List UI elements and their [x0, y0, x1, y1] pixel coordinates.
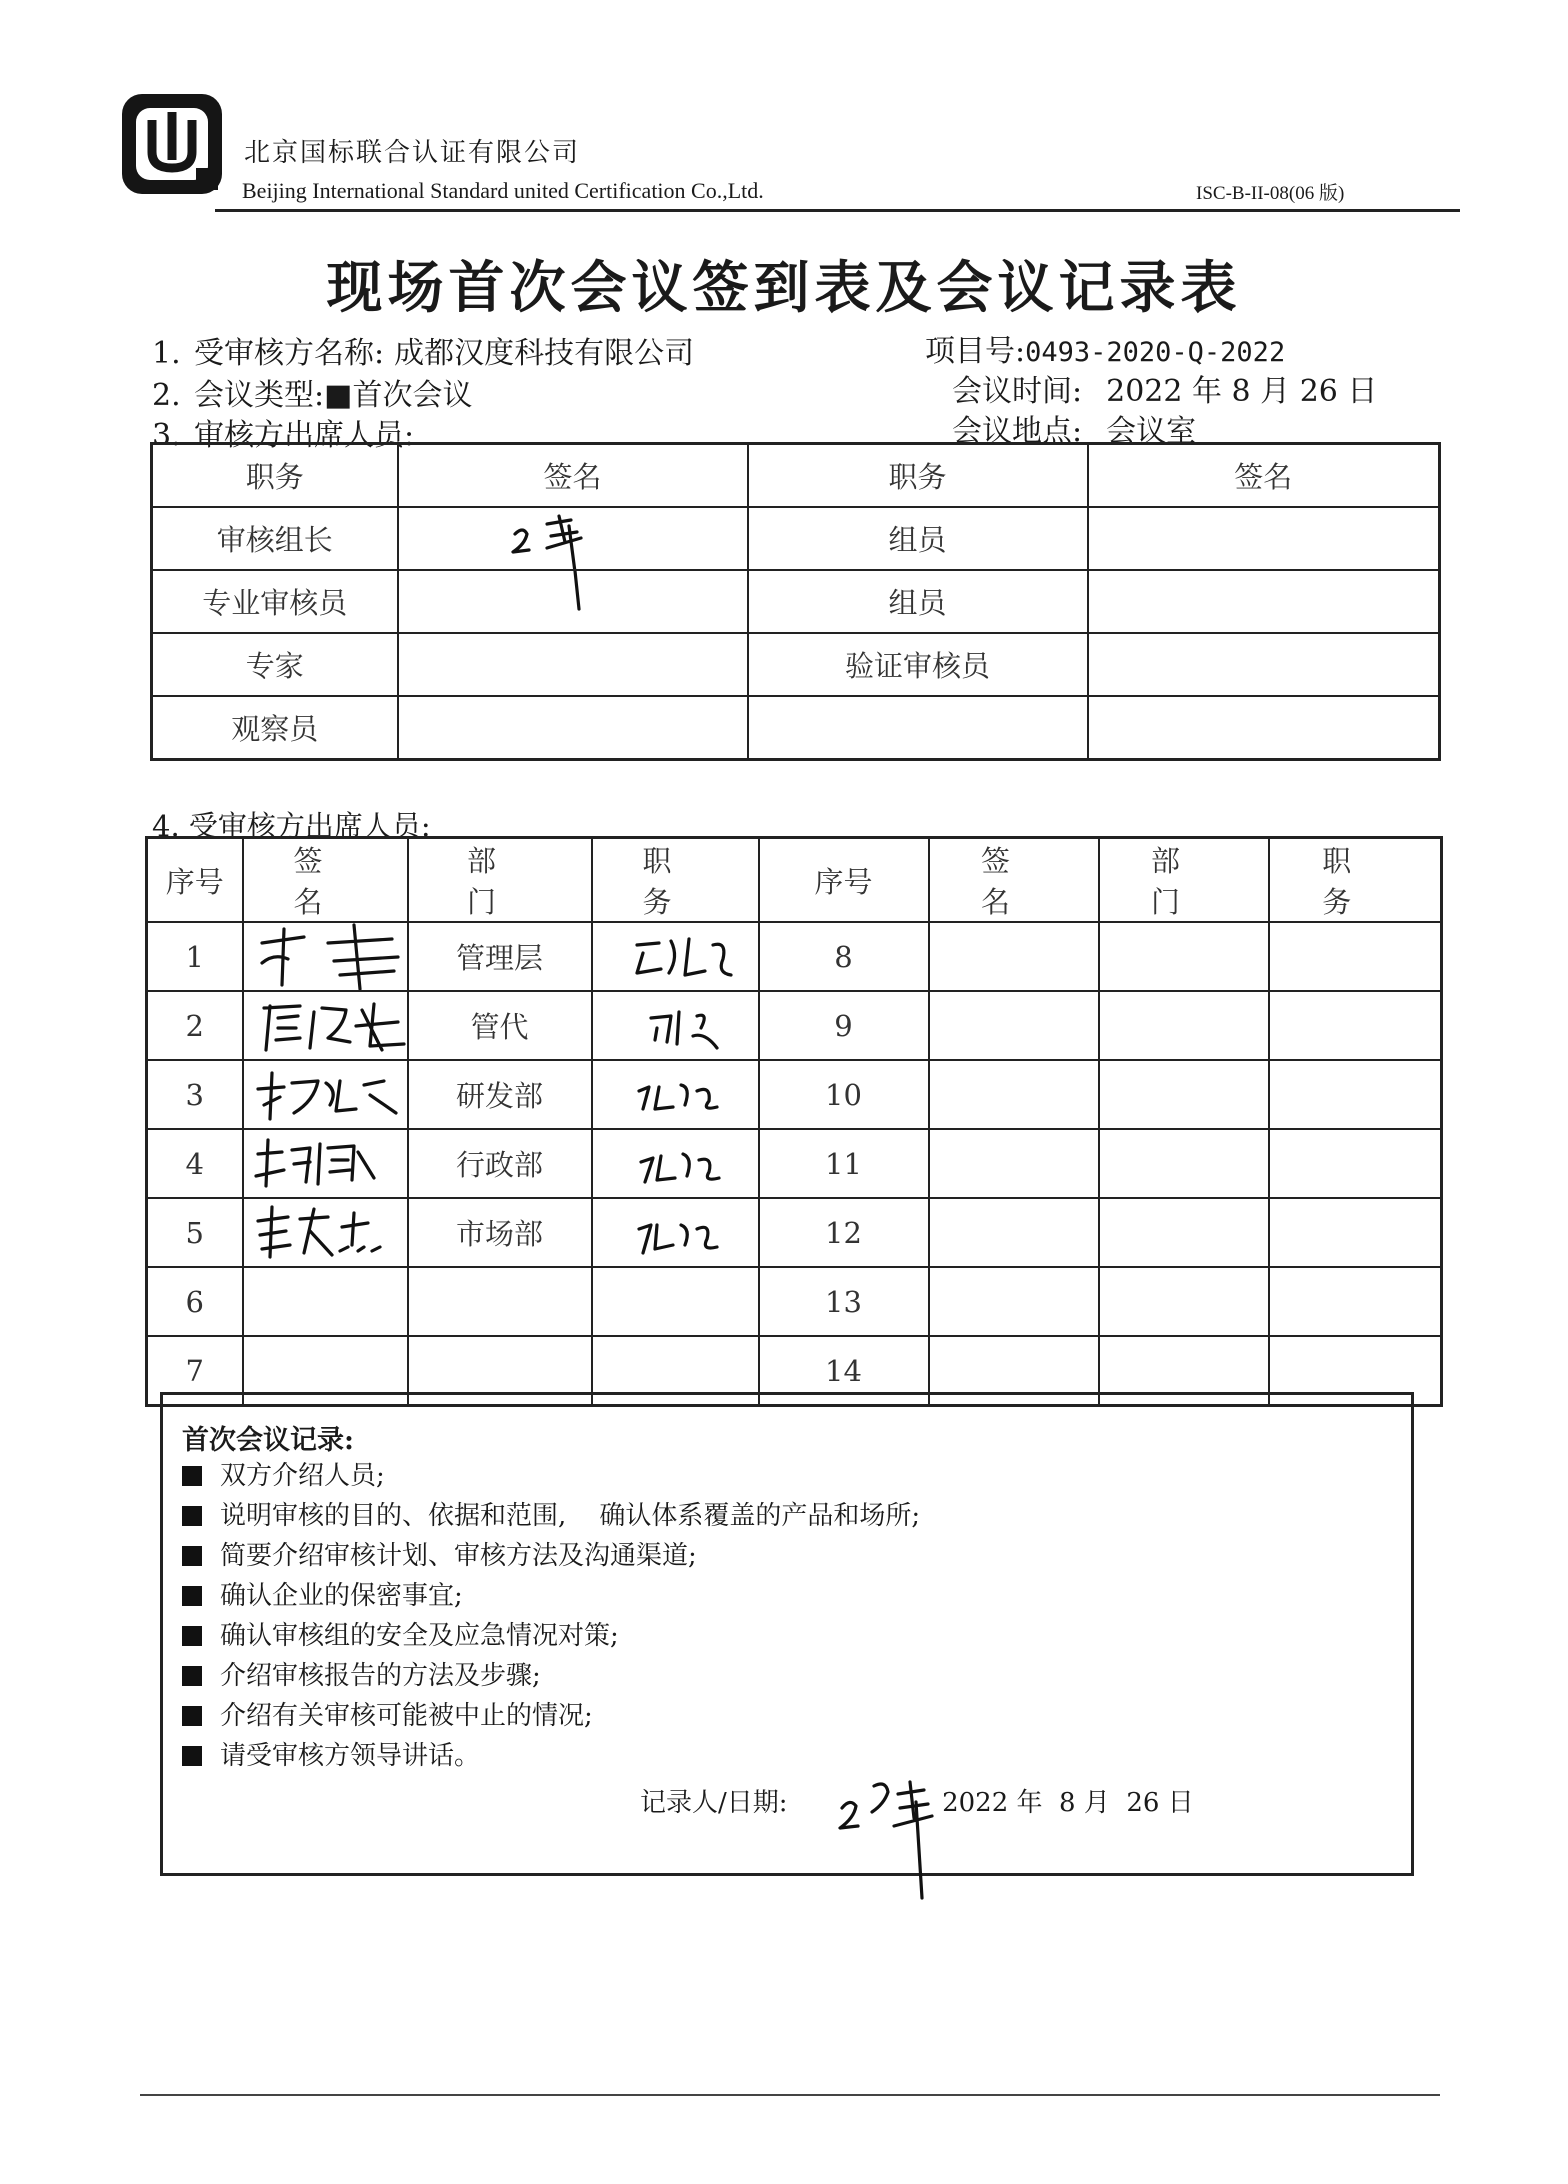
- signature-field[interactable]: [243, 991, 408, 1060]
- header-number: 序号: [147, 838, 243, 923]
- list-item-text: 介绍有关审核可能被中止的情况;: [220, 1701, 593, 1731]
- meeting-type-label: 会议类型:: [194, 378, 325, 413]
- header-position: 职务: [748, 444, 1088, 508]
- header-divider: [215, 209, 1460, 212]
- signature-field[interactable]: [929, 1060, 1099, 1129]
- square-bullet-icon: [182, 1546, 202, 1566]
- square-bullet-icon: [182, 1506, 202, 1526]
- table-row: [152, 696, 1440, 760]
- meeting-place-label: 会议地点:: [952, 414, 1083, 449]
- list-item-text: 双方介绍人员;: [220, 1461, 385, 1491]
- item-number: 2.: [152, 378, 181, 413]
- list-item: [182, 1736, 920, 1776]
- position-cell: [1269, 991, 1442, 1060]
- row-number: 10: [759, 1060, 929, 1129]
- square-bullet-icon: [182, 1586, 202, 1606]
- signature-field[interactable]: [929, 1198, 1099, 1267]
- position-cell: [1269, 1129, 1442, 1198]
- department-cell: 研发部: [408, 1060, 592, 1129]
- table-header-row: [152, 444, 1440, 508]
- signature-field[interactable]: [929, 991, 1099, 1060]
- list-item: [182, 1656, 920, 1696]
- meeting-type-value: ■首次会议: [324, 378, 473, 413]
- row-number: 11: [759, 1129, 929, 1198]
- table-header-row: [147, 838, 1442, 923]
- signature-field[interactable]: [929, 1129, 1099, 1198]
- signature-field[interactable]: [1088, 570, 1440, 633]
- role-cell: 观察员: [152, 696, 398, 760]
- signature-field[interactable]: [398, 633, 748, 696]
- list-item: [182, 1536, 920, 1576]
- auditee-name-value: 成都汉度科技有限公司: [394, 336, 695, 371]
- department-cell: 行政部: [408, 1129, 592, 1198]
- header-department: [408, 838, 592, 923]
- signature-field[interactable]: [929, 1267, 1099, 1336]
- meeting-record-title: 首次会议记录:: [182, 1425, 354, 1456]
- project-number-label: 项目号:: [925, 334, 1026, 369]
- auditee-name-label: 受审核方名称:: [194, 336, 385, 371]
- footer-divider: [140, 2094, 1440, 2096]
- handwritten-signature: [244, 1199, 408, 1266]
- meeting-place-value: 会议室: [1106, 414, 1197, 449]
- position-cell: [1269, 1060, 1442, 1129]
- list-item-text: 请受审核方领导讲话。: [220, 1741, 481, 1771]
- auditee-attendance-table: [145, 836, 1443, 1407]
- header-position: 职务: [152, 444, 398, 508]
- list-item-text: 介绍审核报告的方法及步骤;: [220, 1661, 541, 1691]
- table-row: [152, 633, 1440, 696]
- department-cell: [1099, 1198, 1269, 1267]
- organization-name-cn: 北京国标联合认证有限公司: [244, 138, 581, 168]
- row-number: 3: [147, 1060, 243, 1129]
- signature-stroke-continuation: [399, 571, 748, 631]
- row-number: 7: [147, 1336, 243, 1406]
- signature-field[interactable]: [243, 1198, 408, 1267]
- header-position: [592, 838, 759, 923]
- list-item: [182, 1616, 920, 1656]
- list-item: [182, 1456, 920, 1496]
- header-position-text: 职务: [1322, 844, 1418, 919]
- position-handwritten: [592, 922, 759, 991]
- auditee-attendees-label: 4. 受审核方出席人员:: [152, 809, 431, 843]
- signature-field[interactable]: [398, 570, 748, 633]
- handwritten-signature: [244, 1130, 408, 1197]
- handwritten-signature: [244, 992, 408, 1059]
- list-item-text: 确认审核组的安全及应急情况对策;: [220, 1621, 619, 1651]
- table-row: [152, 507, 1440, 570]
- signature-field[interactable]: [243, 1129, 408, 1198]
- signature-field[interactable]: [1088, 696, 1440, 760]
- list-item-text: 说明审核的目的、依据和范围, 确认体系覆盖的产品和场所;: [220, 1501, 921, 1531]
- auditor-attendance-table: [150, 442, 1441, 761]
- item-number: 1.: [152, 336, 181, 371]
- row-number: 6: [147, 1267, 243, 1336]
- square-bullet-icon: [182, 1706, 202, 1726]
- list-item-text: 确认企业的保密事宜;: [220, 1581, 463, 1611]
- department-cell: [1099, 922, 1269, 991]
- header-signature-text: 签名: [980, 844, 1076, 919]
- header-signature: [929, 838, 1099, 923]
- handwritten-position: [593, 923, 759, 990]
- signature-field[interactable]: [929, 922, 1099, 991]
- position-handwritten: [592, 1060, 759, 1129]
- table-row: [147, 1060, 1442, 1129]
- department-cell: 市场部: [408, 1198, 592, 1267]
- role-cell: 组员: [748, 570, 1088, 633]
- table-row: [147, 1198, 1442, 1267]
- department-cell: 管理层: [408, 922, 592, 991]
- position-cell: [1269, 1198, 1442, 1267]
- project-number-value: 0493-2020-Q-2022: [1025, 337, 1286, 368]
- role-cell: 专业审核员: [152, 570, 398, 633]
- header-department: [1099, 838, 1269, 923]
- list-item-text: 简要介绍审核计划、审核方法及沟通渠道;: [220, 1541, 697, 1571]
- organization-name-en: Beijing International Standard united Certification Co.,Ltd.: [242, 178, 764, 203]
- row-number: 5: [147, 1198, 243, 1267]
- role-cell: [748, 696, 1088, 760]
- role-cell: 审核组长: [152, 507, 398, 570]
- recorder-date: 2022 年 8 月 26 日: [942, 1788, 1194, 1818]
- header-signature: [243, 838, 408, 923]
- position-cell: [592, 1267, 759, 1336]
- handwritten-position: [593, 1061, 759, 1128]
- header-number: 序号: [759, 838, 929, 923]
- header-position-text: 职务: [642, 844, 738, 919]
- row-number: 1: [147, 922, 243, 991]
- header-department-text: 部门: [466, 844, 562, 919]
- signature-field[interactable]: [243, 922, 408, 991]
- table-row: [147, 922, 1442, 991]
- row-number: 2: [147, 991, 243, 1060]
- item-number: 3.: [152, 418, 181, 453]
- row-number: 4: [147, 1129, 243, 1198]
- document-title: 现场首次会议签到表及会议记录表: [326, 255, 1242, 321]
- row-number: 13: [759, 1267, 929, 1336]
- auditee-name-line: [152, 328, 694, 372]
- meeting-time-label: 会议时间:: [952, 374, 1083, 409]
- row-number: 8: [759, 922, 929, 991]
- handwritten-signature: [244, 923, 408, 990]
- square-bullet-icon: [182, 1626, 202, 1646]
- header-department-text: 部门: [1150, 844, 1246, 919]
- square-bullet-icon: [182, 1746, 202, 1766]
- list-item: [182, 1576, 920, 1616]
- department-cell: [1099, 991, 1269, 1060]
- header-signature: 签名: [398, 444, 748, 508]
- row-number: 12: [759, 1198, 929, 1267]
- project-number-line: [925, 326, 1285, 370]
- department-cell: [1099, 1129, 1269, 1198]
- handwritten-position: [593, 992, 759, 1059]
- header-signature-text: 签名: [293, 844, 371, 919]
- header-position: [1269, 838, 1442, 923]
- role-cell: 组员: [748, 507, 1088, 570]
- signature-field[interactable]: [1088, 507, 1440, 570]
- meeting-time-line: [952, 366, 1377, 410]
- handwritten-position: [593, 1130, 759, 1197]
- meeting-type-line: [152, 370, 472, 414]
- list-item: [182, 1496, 920, 1536]
- handwritten-position: [593, 1199, 759, 1266]
- signature-field[interactable]: [1088, 633, 1440, 696]
- table-row: [147, 991, 1442, 1060]
- header-signature: 签名: [1088, 444, 1440, 508]
- row-number: 14: [759, 1336, 929, 1406]
- department-cell: [1099, 1060, 1269, 1129]
- auditor-attendees-label: 审核方出席人员:: [194, 418, 415, 453]
- position-cell: [1269, 1267, 1442, 1336]
- meeting-record-list: [182, 1456, 920, 1776]
- square-bullet-icon: [182, 1666, 202, 1686]
- form-code: ISC-B-II-08(06 版): [1196, 183, 1345, 204]
- isc-logo-icon: [118, 90, 226, 198]
- recorder-signature[interactable]: [828, 1772, 938, 1902]
- row-number: 9: [759, 991, 929, 1060]
- signature-field[interactable]: [398, 696, 748, 760]
- signature-field[interactable]: [243, 1267, 408, 1336]
- position-cell: [1269, 922, 1442, 991]
- department-cell: [408, 1267, 592, 1336]
- list-item: [182, 1696, 920, 1736]
- position-handwritten: [592, 1129, 759, 1198]
- meeting-time-value: 2022 年 8 月 26 日: [1106, 374, 1378, 409]
- position-handwritten: [592, 1198, 759, 1267]
- table-row: [152, 570, 1440, 633]
- table-row: [147, 1267, 1442, 1336]
- square-bullet-icon: [182, 1466, 202, 1486]
- recorder-label: 记录人/日期:: [640, 1788, 788, 1818]
- role-cell: 专家: [152, 633, 398, 696]
- department-cell: [1099, 1267, 1269, 1336]
- handwritten-signature: [399, 508, 748, 570]
- signature-field[interactable]: [398, 507, 748, 570]
- signature-field[interactable]: [243, 1060, 408, 1129]
- table-row: [147, 1129, 1442, 1198]
- position-handwritten: [592, 991, 759, 1060]
- department-cell: 管代: [408, 991, 592, 1060]
- handwritten-signature: [244, 1061, 408, 1128]
- role-cell: 验证审核员: [748, 633, 1088, 696]
